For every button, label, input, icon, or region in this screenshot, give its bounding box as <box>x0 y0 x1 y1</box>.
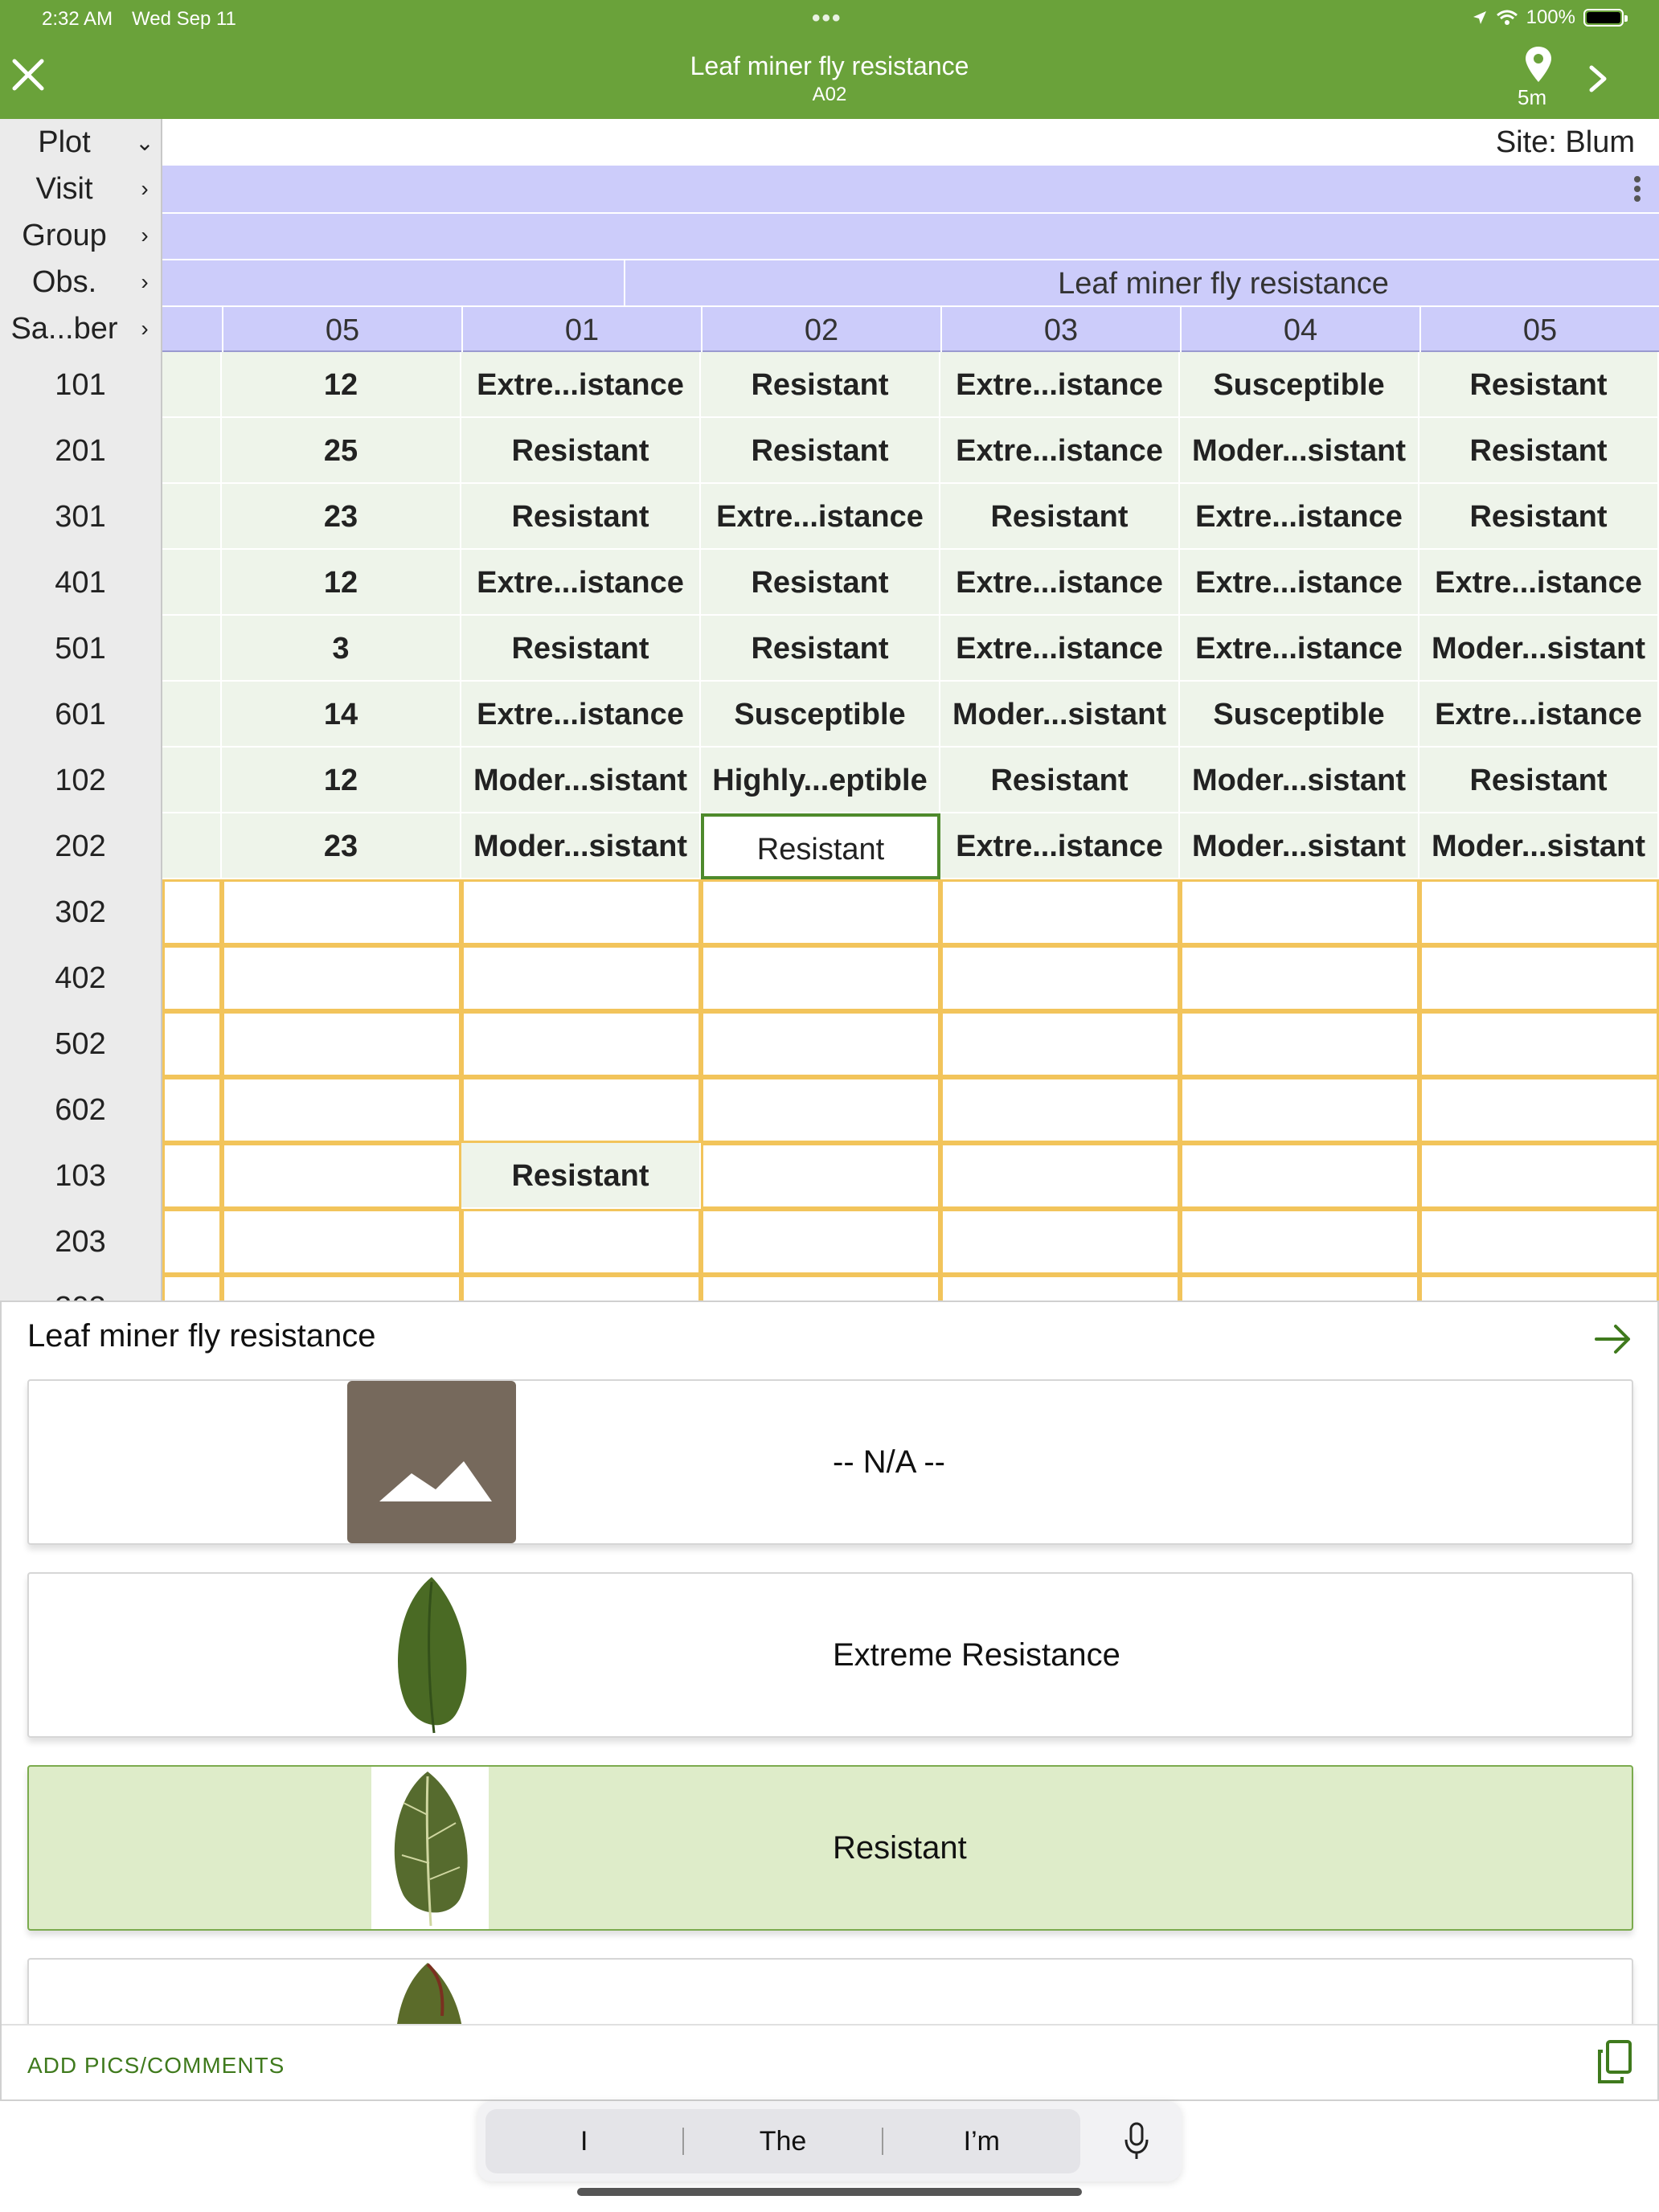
grid-cell[interactable]: Moder...sistant <box>1180 418 1419 484</box>
column-header[interactable]: 05 <box>222 307 461 354</box>
grid-cell[interactable]: 12 <box>222 352 461 418</box>
wifi-icon <box>1496 9 1518 27</box>
panel-title: Leaf miner fly resistance <box>27 1318 376 1354</box>
grid-cell[interactable]: 14 <box>222 682 461 748</box>
grid-cell[interactable]: Resistant <box>701 352 940 418</box>
grid-cell[interactable] <box>1419 879 1659 945</box>
panel-footer <box>2 2024 1657 2101</box>
grid-cell[interactable]: 3 <box>222 616 461 682</box>
grid-cell[interactable] <box>461 879 701 945</box>
grid-cell[interactable]: Resistant <box>701 418 940 484</box>
grid-cell[interactable] <box>1180 1011 1419 1077</box>
grid-cell[interactable] <box>1419 1275 1659 1301</box>
grid-cell[interactable] <box>701 1077 940 1143</box>
location-arrow-icon <box>1472 10 1488 26</box>
options-list <box>2 1379 1657 2024</box>
grid-cell[interactable] <box>940 1077 1180 1143</box>
status-date: Wed Sep 11 <box>132 8 236 30</box>
grid-cell[interactable]: Moder...sistant <box>1419 813 1659 879</box>
grid-cell[interactable] <box>1419 1209 1659 1275</box>
page-subtitle: A02 <box>812 84 847 105</box>
grid-cell[interactable]: Susceptible <box>1180 682 1419 748</box>
grid-cell-lead[interactable] <box>162 1143 222 1209</box>
grid-cell[interactable] <box>940 1011 1180 1077</box>
grid-cell[interactable] <box>1419 1143 1659 1209</box>
grid-cell[interactable]: Extre...istance <box>940 813 1180 879</box>
grid-cell-lead[interactable] <box>162 1077 222 1143</box>
value-picker-panel <box>0 1301 1659 2101</box>
grid-cell[interactable]: Extre...istance <box>701 484 940 550</box>
grid-cell-lead[interactable] <box>162 550 222 616</box>
grid-cell[interactable] <box>222 1077 461 1143</box>
grid-cell[interactable]: Resistant <box>1419 484 1659 550</box>
grid-cell-lead[interactable] <box>162 1011 222 1077</box>
group-band <box>162 212 1659 259</box>
grid-cell[interactable]: Extre...istance <box>940 616 1180 682</box>
grid-cell[interactable] <box>222 879 461 945</box>
grid-cell-lead[interactable] <box>162 945 222 1011</box>
image-placeholder-icon <box>347 1381 516 1543</box>
grid-cell[interactable]: Extre...istance <box>940 352 1180 418</box>
chevron-down-icon: ⌄ <box>135 129 154 155</box>
grid-cell[interactable]: Susceptible <box>1180 352 1419 418</box>
arrow-right-icon[interactable] <box>1593 1320 1635 1358</box>
grid-cell[interactable]: Resistant <box>461 484 701 550</box>
grid-cell[interactable] <box>701 1209 940 1275</box>
grid-cell[interactable] <box>222 1011 461 1077</box>
grid-cell[interactable] <box>1180 1077 1419 1143</box>
suggestion-3[interactable]: I’m <box>963 2125 1000 2157</box>
microphone-icon[interactable] <box>1124 2122 1149 2161</box>
battery-percent: 100% <box>1526 6 1575 28</box>
grid-cell[interactable]: 23 <box>222 813 461 879</box>
leaf-image <box>347 1767 516 1929</box>
grid-cell-lead[interactable] <box>162 1209 222 1275</box>
row-header-column <box>0 119 162 1301</box>
grid-cell-selected[interactable]: Resistant <box>701 813 940 879</box>
grid-cell-lead[interactable] <box>162 682 222 748</box>
plot-label[interactable]: 301 <box>55 500 106 534</box>
grid-cell[interactable] <box>940 1209 1180 1275</box>
grid-cell[interactable]: Resistant <box>701 616 940 682</box>
grid-cell[interactable] <box>1419 1011 1659 1077</box>
grid-cell[interactable]: Extre...istance <box>1419 682 1659 748</box>
group-header-label: Group <box>22 218 107 252</box>
map-pin-icon[interactable] <box>1521 45 1556 85</box>
suggestions <box>485 2109 1080 2173</box>
grid-cell-lead[interactable] <box>162 748 222 813</box>
grid-cell[interactable]: Resistant <box>940 748 1180 813</box>
observation-title: Leaf miner fly resistance <box>624 260 1659 307</box>
plot-label[interactable]: 201 <box>55 434 106 468</box>
chevron-right-icon[interactable] <box>1583 63 1612 95</box>
grid-cell[interactable] <box>701 1143 940 1209</box>
grid-cell-lead[interactable] <box>162 484 222 550</box>
plot-label[interactable]: 501 <box>55 632 106 666</box>
grid-cell[interactable]: Resistant <box>461 1143 701 1209</box>
plot-label[interactable]: 601 <box>55 698 106 731</box>
grid-cell[interactable]: Moder...sistant <box>461 813 701 879</box>
grid-cell[interactable] <box>222 1209 461 1275</box>
grid-cell[interactable]: Resistant <box>461 418 701 484</box>
grid-cell[interactable] <box>222 1143 461 1209</box>
keyboard-suggestion-bar <box>477 2101 1182 2181</box>
grid-cell[interactable]: Resistant <box>701 550 940 616</box>
sample-header-label: Sa...ber <box>10 311 118 346</box>
top-bar <box>0 0 1659 119</box>
chevron-right-icon: › <box>141 223 149 248</box>
add-pics-comments-button[interactable]: ADD PICS/COMMENTS <box>27 2053 285 2078</box>
grid-cell[interactable] <box>1180 1209 1419 1275</box>
plot-label[interactable]: 103 <box>55 1159 106 1193</box>
grid-cell[interactable]: Extre...istance <box>1180 616 1419 682</box>
column-header[interactable]: 01 <box>461 307 701 354</box>
grid-cell-lead[interactable] <box>162 813 222 879</box>
grid-cell[interactable]: Moder...sistant <box>940 682 1180 748</box>
column-header[interactable]: 04 <box>1180 307 1419 354</box>
plot-label[interactable]: 401 <box>55 566 106 600</box>
column-header-blank <box>162 307 222 354</box>
grid-cell[interactable] <box>461 945 701 1011</box>
grid-cell[interactable] <box>940 1275 1180 1301</box>
plot-header[interactable] <box>0 119 161 166</box>
option-label: -- N/A -- <box>833 1444 945 1480</box>
leaf-image <box>347 1960 516 2024</box>
plot-label[interactable]: 203 <box>55 1225 106 1259</box>
grid-cell[interactable]: Highly...eptible <box>701 748 940 813</box>
chevron-right-icon: › <box>141 269 149 294</box>
plot-header-label: Plot <box>38 125 91 159</box>
grid-cell[interactable]: 12 <box>222 550 461 616</box>
data-grid <box>162 352 1659 1301</box>
more-options-icon[interactable] <box>1633 175 1641 203</box>
obs-header[interactable] <box>0 259 161 305</box>
plot-label[interactable]: 302 <box>55 895 106 929</box>
grid-cell-lead[interactable] <box>162 879 222 945</box>
grid-cell[interactable]: Extre...istance <box>461 352 701 418</box>
grid-cell[interactable] <box>701 1275 940 1301</box>
option-label: Resistant <box>833 1830 967 1866</box>
plot-label[interactable]: 102 <box>55 764 106 797</box>
plot-label[interactable]: 402 <box>55 961 106 995</box>
grid-cell[interactable] <box>461 1011 701 1077</box>
grid-cell[interactable] <box>1180 1143 1419 1209</box>
grid-cell[interactable]: Susceptible <box>701 682 940 748</box>
chevron-right-icon: › <box>141 176 149 201</box>
option-resistant[interactable] <box>27 1765 1633 1931</box>
grid-cell[interactable]: 25 <box>222 418 461 484</box>
grid-cell[interactable] <box>461 1077 701 1143</box>
grid-cell[interactable]: Extre...istance <box>1180 550 1419 616</box>
status-time: 2:32 AM <box>42 8 113 30</box>
grid-cell[interactable]: 12 <box>222 748 461 813</box>
grid-cell[interactable]: Resistant <box>1419 748 1659 813</box>
grid-cell[interactable] <box>940 879 1180 945</box>
chevron-right-icon: › <box>141 316 149 341</box>
grid-cell[interactable] <box>1180 879 1419 945</box>
grid-cell-lead[interactable] <box>162 1275 222 1301</box>
grid-cell[interactable] <box>701 879 940 945</box>
plot-label[interactable]: 101 <box>55 368 106 402</box>
site-row <box>162 119 1659 166</box>
option-label: Extreme Resistance <box>833 1637 1120 1673</box>
grid-cell[interactable] <box>701 1011 940 1077</box>
leaf-image <box>347 1574 516 1736</box>
page-title: Leaf miner fly resistance <box>690 51 969 80</box>
option-na[interactable] <box>27 1379 1633 1545</box>
multitask-dots-icon[interactable]: ••• <box>812 5 842 31</box>
grid-cell[interactable] <box>1419 1077 1659 1143</box>
suggestion-2[interactable]: The <box>759 2125 807 2157</box>
grid-cell[interactable] <box>222 1275 461 1301</box>
grid-cell[interactable]: Resistant <box>461 616 701 682</box>
grid-cell-lead[interactable] <box>162 616 222 682</box>
obs-header-label: Obs. <box>31 264 97 299</box>
visit-band <box>162 166 1659 212</box>
grid-cell[interactable] <box>1419 945 1659 1011</box>
group-header[interactable] <box>0 212 161 259</box>
grid-cell[interactable] <box>940 945 1180 1011</box>
grid-cell[interactable]: Resistant <box>1419 352 1659 418</box>
grid-cell-lead[interactable] <box>162 352 222 418</box>
grid-cell[interactable]: Moder...sistant <box>1180 748 1419 813</box>
grid-cell[interactable]: Moder...sistant <box>1180 813 1419 879</box>
site-label: Site: Blum <box>1495 125 1635 159</box>
grid-cell[interactable] <box>1180 945 1419 1011</box>
grid-cell[interactable] <box>222 945 461 1011</box>
grid-cell[interactable]: Extre...istance <box>940 550 1180 616</box>
grid-cell-lead[interactable] <box>162 418 222 484</box>
obs-band <box>162 259 1659 305</box>
grid-cell[interactable]: Extre...istance <box>461 682 701 748</box>
grid-cell[interactable]: 23 <box>222 484 461 550</box>
visit-header-label: Visit <box>35 171 93 206</box>
grid-cell[interactable]: Resistant <box>940 484 1180 550</box>
grid-cell[interactable]: Resistant <box>1419 418 1659 484</box>
grid-cell[interactable]: Extre...istance <box>940 418 1180 484</box>
location-distance: 5m <box>1518 85 1547 109</box>
option-partial[interactable] <box>27 1958 1633 2024</box>
suggestion-1[interactable]: I <box>580 2125 588 2157</box>
grid-cell[interactable]: Extre...istance <box>461 550 701 616</box>
grid-cell[interactable] <box>461 1209 701 1275</box>
plot-label[interactable]: 202 <box>55 830 106 863</box>
grid-cell[interactable]: Moder...sistant <box>461 748 701 813</box>
copy-icon[interactable] <box>1596 2040 1633 2085</box>
grid-cell[interactable] <box>701 945 940 1011</box>
option-extreme-resistance[interactable] <box>27 1572 1633 1738</box>
home-indicator[interactable] <box>577 2188 1082 2196</box>
column-header[interactable]: 03 <box>940 307 1180 354</box>
grid-cell[interactable]: Moder...sistant <box>1419 616 1659 682</box>
plot-label[interactable]: 602 <box>55 1093 106 1127</box>
grid-cell[interactable]: Extre...istance <box>1419 550 1659 616</box>
plot-label[interactable]: 502 <box>55 1027 106 1061</box>
status-indicators <box>1472 6 1624 29</box>
battery-icon <box>1583 9 1624 27</box>
visit-header[interactable] <box>0 166 161 212</box>
grid-cell[interactable] <box>940 1143 1180 1209</box>
grid-cell[interactable]: Extre...istance <box>1180 484 1419 550</box>
sample-band <box>162 305 1659 352</box>
column-header[interactable]: 02 <box>701 307 940 354</box>
column-header[interactable]: 05 <box>1419 307 1659 354</box>
grid-cell[interactable] <box>461 1275 701 1301</box>
sample-header[interactable] <box>0 305 161 352</box>
grid-cell[interactable] <box>1180 1275 1419 1301</box>
